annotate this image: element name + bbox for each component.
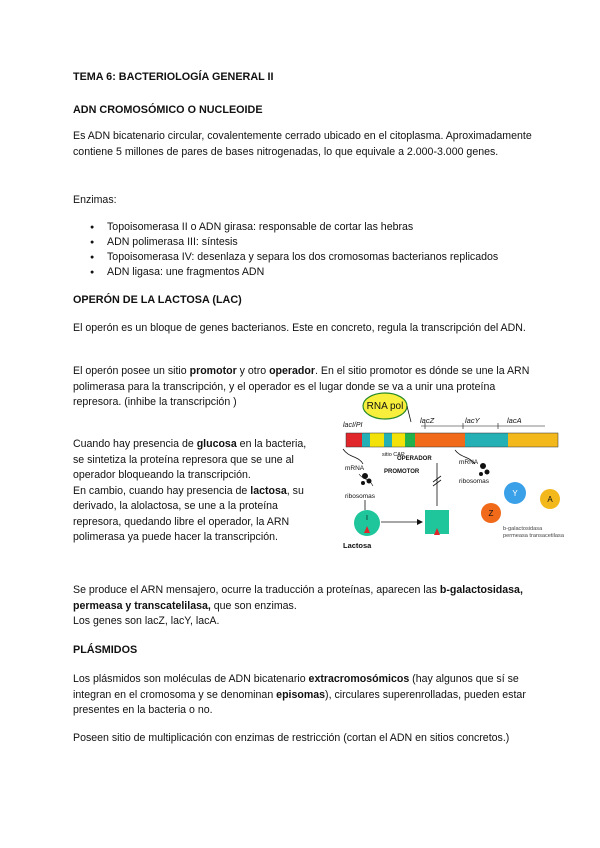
term-enzimas: b-galactosidasa, permeasa y transcatelilasa, xyxy=(73,584,523,612)
paragraph-adn-description: Es ADN bicatenario circular, covalentemente cerrado ubicado en el citoplasma. Aproximadamente contiene 5 millones de pares de bases nitrogenadas, lo que equivale a 2.000-3.000 genes. xyxy=(73,130,532,158)
paragraph-glucosa-lactosa: Cuando hay presencia de glucosa en la bacteria, se sintetiza la proteína represora que se une al operador bloqueando la transcripción. En cambio, cuando hay presencia de lactosa, su derivado, la alolactosa, se une a la proteína represora, quedando libre el operador, la ARN polimerasa ya puede hacer la transcripción. xyxy=(73,438,307,543)
lac-operon-diagram xyxy=(335,386,575,558)
enzymes-label: Enzimas: xyxy=(73,194,117,206)
heading-plasmidos: PLÁSMIDOS xyxy=(73,644,138,656)
dna-segment-operator xyxy=(392,433,405,447)
dna-segment-lacZ xyxy=(415,433,465,447)
paragraph-genes: Los genes son lacZ, lacY, lacA. xyxy=(73,615,220,627)
term-lactosa: lactosa xyxy=(250,484,287,497)
paragraph-operon-sites: El operón posee un sitio promotor y otro operador. En el sitio promotor es dónde se une la ARN polimerasa para la transcripción, y el operador es el lugar donde se va a unir una proteína represora. (inhibe la transcripción ) xyxy=(73,365,530,408)
ribosome-icon xyxy=(362,473,368,479)
dna-segment-lacY xyxy=(465,433,508,447)
mrna-right-label: mRNA xyxy=(459,459,479,466)
ribosome-icon xyxy=(361,481,365,485)
list-item: ● Topoisomerasa II o ADN girasa: responsable de cortar las hebras xyxy=(90,220,498,235)
term-episomas: episomas xyxy=(276,688,326,701)
operador-label: OPERADOR xyxy=(397,456,432,462)
paragraph-plasmidos-definition: Los plásmidos son moléculas de ADN bicatenario extracromosómicos (hay algunos que sí se integran en el cromosoma y se denominan episomas), circulares superenrolladas, pueden estar presentes en la bacteria o no. xyxy=(73,673,526,716)
term-promotor: promotor xyxy=(189,365,237,377)
list-item: ● ADN polimerasa III: síntesis xyxy=(90,235,498,250)
dna-segment-promoter xyxy=(362,433,370,447)
dna-segment-spacer xyxy=(384,433,392,447)
document-title: TEMA 6: BACTERIOLOGÍA GENERAL II xyxy=(73,71,274,83)
protein-z-label: Z xyxy=(488,509,494,518)
paragraph-plasmidos-restriction: Poseen sitio de multiplicación con enzimas de restricción (cortan el ADN en sitios concretos.) xyxy=(73,732,510,744)
enzymes-list xyxy=(90,220,498,280)
promotor-label: PROMOTOR xyxy=(384,469,420,475)
list-item: ● Topoisomerasa IV: desenlaza y separa los dos cromosomas bacterianos replicados xyxy=(90,250,498,265)
paragraph-operon-definition: El operón es un bloque de genes bacterianos. Este en concreto, regula la transcripción del ADN. xyxy=(73,322,526,334)
term-glucosa: glucosa xyxy=(196,438,237,450)
ribosome-icon xyxy=(480,463,486,469)
enzymes-caption: b-galactosidasa permeasa transacetilasa xyxy=(503,526,564,539)
paragraph-arn-mensajero: Se produce el ARN mensajero, ocurre la traducción a proteínas, aparecen las b-galactosidasa, permeasa y transcatelilasa, que son enzimas. xyxy=(73,584,523,612)
dna-segment-cap xyxy=(370,433,384,447)
laca-label: lacA xyxy=(507,416,522,425)
ribosomas-right-label: ribosomas xyxy=(459,478,489,485)
lacz-label: lacZ xyxy=(420,416,435,425)
heading-operon-lactosa: OPERÓN DE LA LACTOSA (LAC) xyxy=(73,294,242,306)
ribosome-icon xyxy=(485,470,490,475)
lacy-label: lacY xyxy=(465,416,480,425)
dna-segment-lacI xyxy=(346,433,362,447)
lactosa-label: Lactosa xyxy=(343,541,372,550)
dna-segment-operator-green xyxy=(405,433,415,447)
protein-a-label: A xyxy=(547,495,553,504)
term-extracromosomicos: extracromosómicos xyxy=(308,673,410,685)
heading-adn-cromosomico: ADN CROMOSÓMICO O NUCLEOIDE xyxy=(73,104,263,116)
sitio-cap-label: sitio CAP xyxy=(382,452,405,458)
protein-y-label: Y xyxy=(512,489,518,498)
list-item: ● ADN ligasa: une fragmentos ADN xyxy=(90,265,498,280)
term-operador: operador xyxy=(269,365,315,377)
rna-pol-label: RNA pol xyxy=(366,401,404,412)
dna-segment-lacA xyxy=(508,433,558,447)
mrna-left-label: mRNA xyxy=(345,465,365,472)
svg-text:I: I xyxy=(366,515,368,522)
ribosomas-left-label: ribosomas xyxy=(345,493,375,500)
laci-label: lacI/PI xyxy=(343,422,363,429)
ribosome-icon xyxy=(479,472,483,476)
